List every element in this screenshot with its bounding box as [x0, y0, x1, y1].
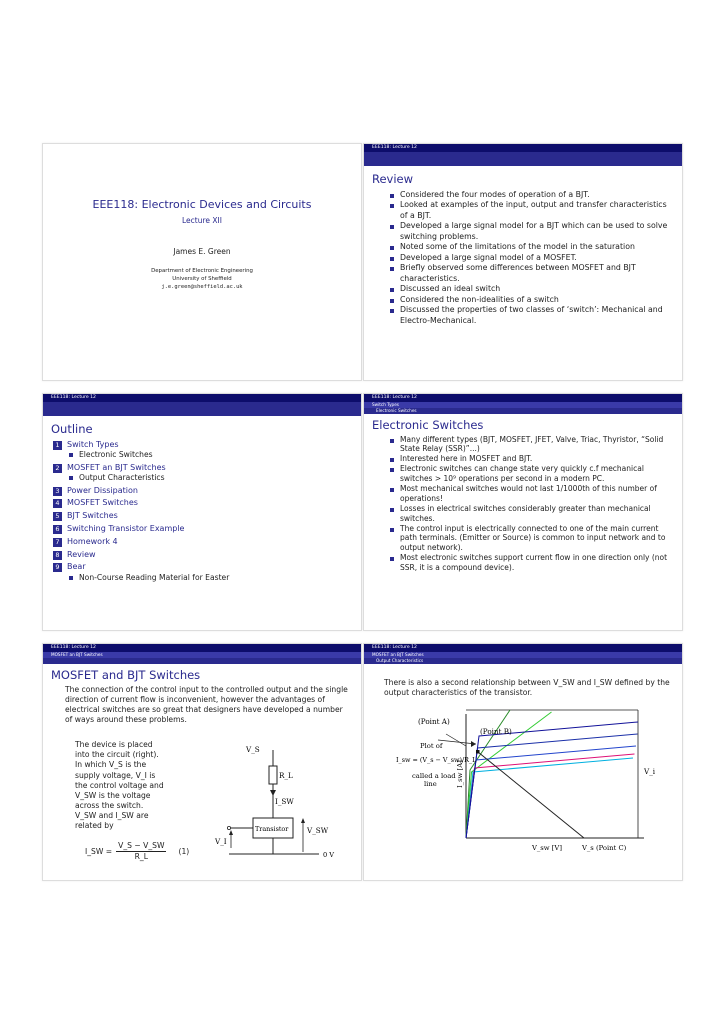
section-breadcrumb: Switch Types	[364, 402, 682, 408]
bullet-item: The control input is electrically connected to one of the main current path terminals. (Emitter or Source) is common to input network and to output network).	[388, 524, 672, 554]
slide-header: EEE118: Lecture 12	[43, 644, 361, 652]
outline-section-link[interactable]	[53, 524, 361, 535]
outline-subsection-link[interactable]: Non-Course Reading Material for Easter	[53, 573, 361, 583]
section-breadcrumb: MOSFET an BJT Switches	[364, 652, 682, 658]
frame-title: Outline	[51, 422, 93, 436]
outline-section-link[interactable]	[53, 562, 361, 573]
intro-paragraph: There is also a second relationship between V_SW and I_SW defined by the output characteristics of the transistor.	[384, 678, 670, 698]
outline-section-link[interactable]	[53, 550, 361, 561]
section-label: Review	[67, 549, 96, 559]
bullet-item: Losses in electrical switches considerably greater than mechanical switches.	[388, 504, 672, 524]
outline-section-link[interactable]	[53, 486, 361, 497]
section-label: MOSFET an BJT Switches	[67, 462, 166, 472]
bullet-item: Many different types (BJT, MOSFET, JFET, Valve, Triac, Thyristor, “Solid State Relay (SSR)”...)	[388, 435, 672, 455]
subsection-breadcrumb: Output Characteristics	[364, 658, 682, 664]
frame-title: MOSFET and BJT Switches	[51, 668, 201, 682]
vi-label: V_I	[215, 837, 227, 846]
bullet-item: Discussed the properties of two classes of ‘switch’: Mechanical and Electro-Mechanical.	[388, 305, 672, 326]
header-band	[43, 658, 361, 664]
called-load-label: called a load	[412, 772, 456, 780]
switch-circuit-diagram	[209, 744, 359, 864]
outline-list	[43, 440, 361, 584]
outline-subsection-link[interactable]: Electronic Switches	[53, 450, 361, 460]
bullet-item: Developed a large signal model for a BJT which can be used to solve switching problems.	[388, 221, 672, 242]
plot-pointer-arrowhead	[471, 741, 476, 747]
transistor-label: Transistor	[255, 825, 289, 833]
section-number-badge: 5	[53, 512, 62, 521]
university: University of Sheffield	[172, 276, 232, 282]
bullet-item: Looked at examples of the input, output and transfer characteristics of a BJT.	[388, 200, 672, 221]
slide-header: EEE118: Lecture 12	[43, 394, 361, 402]
section-label: Bear	[67, 562, 86, 572]
section-label: MOSFET Switches	[67, 498, 138, 508]
frame-title: Electronic Switches	[372, 418, 484, 432]
vi-label: V_i	[644, 767, 656, 776]
characteristic-curve	[466, 722, 638, 838]
outline-section-link[interactable]	[53, 511, 361, 522]
outline-section-link[interactable]	[53, 440, 361, 451]
line-label: line	[424, 780, 437, 788]
bullet-item: Electronic switches can change state very quickly c.f mechanical switches > 10⁹ operations per second in a modern PC.	[388, 464, 672, 484]
current-equation: I_SW = $\frac{V\_S - V\_SW}{R\_L}$ (1)	[85, 841, 190, 862]
section-number-badge: 9	[53, 563, 62, 572]
bullet-item: Most electronic switches support current flow in one direction only (not SSR, it is a compound device).	[388, 553, 672, 573]
deck-title: EEE118: Electronic Devices and Circuits	[92, 198, 312, 211]
bullet-item: Noted some of the limitations of the model in the saturation	[388, 242, 672, 253]
bullet-item: Briefly observed some differences between MOSFET and BJT characteristics.	[388, 263, 672, 284]
slide-electronic-switches	[363, 393, 683, 631]
slide-header: EEE118: Lecture 12	[364, 144, 682, 152]
point-a-pointer	[446, 734, 466, 746]
bullet-item: Discussed an ideal switch	[388, 284, 672, 295]
section-number-badge: 1	[53, 441, 62, 450]
outline-section-link[interactable]	[53, 537, 361, 548]
bullet-item: Developed a large signal model of a MOSFET.	[388, 253, 672, 264]
section-label: BJT Switches	[67, 511, 118, 521]
header-band	[364, 152, 682, 166]
y-axis-label: I_sw [A]	[456, 760, 464, 788]
subsection-breadcrumb: Electronic Switches	[364, 408, 682, 414]
characteristic-curve	[466, 734, 638, 838]
section-breadcrumb: MOSFET an BJT Switches	[43, 652, 361, 658]
author: James E. Green	[173, 247, 231, 256]
rl-label: R_L	[279, 771, 293, 780]
section-number-badge: 6	[53, 525, 62, 534]
bullet-item: Interested here in MOSFET and BJT.	[388, 454, 672, 464]
section-number-badge: 3	[53, 487, 62, 496]
section-number-badge: 8	[53, 551, 62, 560]
vsw-label: V_SW	[307, 826, 329, 835]
section-number-badge: 4	[53, 499, 62, 508]
x-axis-label: V_sw [V]	[532, 844, 562, 852]
bullet-item: Most mechanical switches would not last 1/1000th of this number of operations!	[388, 484, 672, 504]
header-band	[43, 402, 361, 416]
slide-header: EEE118: Lecture 12	[364, 394, 682, 402]
characteristic-curve	[466, 754, 635, 838]
outline-section-link[interactable]	[53, 498, 361, 509]
switch-facts-list	[364, 435, 682, 573]
bullet-item: Considered the four modes of operation of a BJT.	[388, 190, 672, 201]
slide-outline	[42, 393, 362, 631]
point-b-label: (Point B)	[480, 727, 512, 736]
slide-mosfet-bjt-switches	[42, 643, 362, 881]
point-a-label: (Point A)	[418, 717, 450, 726]
outline-subsection-link[interactable]: Output Characteristics	[53, 473, 361, 483]
intro-paragraph: The connection of the control input to the controlled output and the single direction of current flow is inconvenient, however the advantages of electrical switches are so great that designers have developed a number of ways around these problems.	[65, 684, 348, 724]
department: Department of Electronic Engineering	[151, 268, 253, 274]
slide-header: EEE118: Lecture 12	[364, 644, 682, 652]
section-label: Switching Transistor Example	[67, 524, 185, 533]
slide-review	[363, 143, 683, 381]
review-list	[364, 190, 682, 327]
slide-title	[42, 143, 362, 381]
characteristic-curve	[466, 758, 633, 838]
output-characteristics-plot	[372, 704, 672, 864]
isw-label: I_SW	[275, 797, 294, 806]
load-line	[478, 752, 584, 838]
point-c-label: V_s (Point C)	[582, 844, 627, 852]
plot-of-label: Plot of	[420, 742, 443, 750]
lecture-number: Lecture XII	[182, 216, 222, 225]
load-line-equation: I_sw = (V_s − V_sw)/R_L	[396, 756, 477, 764]
bullet-item: Considered the non-idealities of a switch	[388, 295, 672, 306]
slide-output-characteristics	[363, 643, 683, 881]
outline-section-link[interactable]	[53, 463, 361, 474]
section-number-badge: 2	[53, 464, 62, 473]
circuit-description: The device is placed into the circuit (right). In which V_S is the supply voltage, V_I is the control voltage and V_SW is the voltage across the switch. V_SW and I_SW are related by	[75, 740, 164, 831]
vs-label: V_S	[246, 745, 260, 754]
section-label: Switch Types	[67, 439, 119, 449]
point-b-marker	[476, 750, 480, 754]
email: j.e.green@sheffield.ac.uk	[161, 284, 243, 290]
zero-volt-label: 0 V	[323, 851, 335, 859]
section-number-badge: 7	[53, 538, 62, 547]
section-label: Power Dissipation	[67, 485, 138, 495]
frame-title: Review	[372, 172, 414, 186]
section-label: Homework 4	[67, 536, 118, 546]
